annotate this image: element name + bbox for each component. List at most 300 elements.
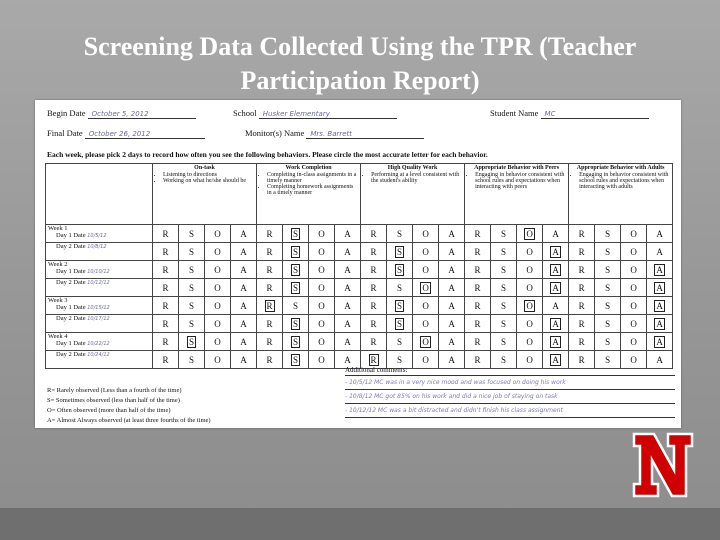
rating-letter: A (240, 318, 247, 329)
day-date-value: 10/8/12 (87, 244, 107, 250)
rating-option[interactable] (621, 297, 647, 315)
slide-title: Screening Data Collected Using the TPR (Teacher Participation Report) (83, 32, 637, 95)
day-label-cell (46, 261, 153, 279)
final-date-field (47, 128, 205, 139)
rating-option[interactable] (543, 333, 569, 351)
day-row (46, 315, 673, 333)
rating-option[interactable] (647, 297, 673, 315)
behavior-title: Work Completion (285, 165, 332, 171)
behavior-title: Appropriate Behavior with Adults (576, 165, 665, 171)
rating-letter: O (630, 282, 637, 293)
rating-option[interactable] (361, 243, 387, 261)
rating-option[interactable] (283, 351, 309, 369)
rating-letter: R (370, 246, 377, 257)
rating-option[interactable] (179, 279, 205, 297)
rating-option[interactable] (439, 225, 465, 243)
day-date-value: 10/22/12 (87, 341, 110, 347)
rating-letter: A (448, 264, 455, 275)
rating-option[interactable] (179, 351, 205, 369)
behavior-bullets (155, 172, 254, 184)
rating-letter: S (397, 264, 403, 275)
rating-letter: S (293, 264, 299, 275)
week-label: Week 3 (48, 297, 68, 304)
rating-option[interactable] (595, 279, 621, 297)
rating-letter: R (162, 336, 169, 347)
rating-option[interactable] (595, 225, 621, 243)
begin-date-field (47, 108, 196, 119)
rating-option[interactable] (283, 243, 309, 261)
rating-option[interactable] (569, 279, 595, 297)
day-row (46, 261, 673, 279)
day-date (48, 351, 150, 359)
rating-option[interactable] (257, 279, 283, 297)
corner-cell (46, 164, 153, 225)
rating-letter: S (501, 246, 507, 257)
rating-option[interactable] (413, 315, 439, 333)
rating-letter: O (422, 282, 429, 293)
rating-option[interactable] (205, 261, 231, 279)
day-date (48, 304, 150, 312)
rating-letter: A (344, 354, 351, 365)
rating-option[interactable] (153, 315, 179, 333)
rating-option[interactable] (647, 261, 673, 279)
rating-option[interactable] (361, 315, 387, 333)
rating-letter: O (526, 228, 533, 239)
behavior-header (465, 164, 569, 225)
rating-letter: A (448, 354, 455, 365)
rating-letter: A (344, 264, 351, 275)
rating-letter: O (630, 354, 637, 365)
rating-option[interactable] (413, 333, 439, 351)
rating-option[interactable] (465, 333, 491, 351)
rating-option[interactable] (517, 279, 543, 297)
rating-option[interactable] (257, 315, 283, 333)
rating-letter: S (501, 336, 507, 347)
rating-option[interactable] (153, 297, 179, 315)
rating-letter: O (318, 300, 325, 311)
rating-letter: R (266, 336, 273, 347)
rating-option[interactable] (569, 225, 595, 243)
day-label-cell (46, 315, 153, 333)
rating-option[interactable] (361, 261, 387, 279)
rating-option[interactable] (491, 279, 517, 297)
rating-option[interactable] (517, 261, 543, 279)
week-label: Week 2 (48, 261, 68, 268)
rating-letter: O (318, 282, 325, 293)
rating-option[interactable] (621, 243, 647, 261)
rating-option[interactable] (621, 261, 647, 279)
rating-option[interactable] (205, 243, 231, 261)
rating-letter: A (344, 300, 351, 311)
rating-letter: O (422, 264, 429, 275)
rating-letter: O (318, 264, 325, 275)
day-date (48, 315, 150, 323)
rating-letter: R (266, 300, 273, 311)
rating-option[interactable] (153, 333, 179, 351)
rating-option[interactable] (179, 297, 205, 315)
rating-letter: A (656, 228, 663, 239)
rating-letter: R (578, 354, 585, 365)
rating-letter: R (370, 336, 377, 347)
day-label-cell (46, 279, 153, 297)
rating-letter: A (344, 228, 351, 239)
rating-option[interactable] (361, 297, 387, 315)
rating-option[interactable] (231, 261, 257, 279)
rating-letter: S (397, 318, 403, 329)
rating-option[interactable] (647, 315, 673, 333)
rating-letter: A (656, 246, 663, 257)
rating-letter: O (630, 318, 637, 329)
rating-option[interactable] (153, 261, 179, 279)
rating-letter: R (370, 300, 377, 311)
rating-option[interactable] (387, 315, 413, 333)
rating-option[interactable] (595, 261, 621, 279)
rating-letter: S (501, 228, 507, 239)
rating-option[interactable] (257, 297, 283, 315)
rating-letter: A (344, 318, 351, 329)
day-date-value: 10/24/12 (87, 352, 110, 358)
rating-option[interactable] (257, 351, 283, 369)
rating-option[interactable] (283, 279, 309, 297)
rating-option[interactable] (231, 333, 257, 351)
behavior-title: On-task (194, 165, 215, 171)
rating-option[interactable] (257, 243, 283, 261)
rating-letter: R (370, 354, 377, 365)
rating-option[interactable] (621, 333, 647, 351)
day-date (48, 268, 150, 276)
rating-letter: A (448, 246, 455, 257)
rating-letter: S (501, 282, 507, 293)
rating-letter: A (448, 228, 455, 239)
rating-option[interactable] (283, 333, 309, 351)
rating-option[interactable] (309, 225, 335, 243)
rating-letter: S (397, 282, 403, 293)
rating-option[interactable] (283, 315, 309, 333)
rating-letter: S (605, 228, 611, 239)
rating-option[interactable] (335, 243, 361, 261)
rating-option[interactable] (647, 279, 673, 297)
rating-letter: S (501, 300, 507, 311)
rating-letter: R (266, 318, 273, 329)
rating-option[interactable] (569, 315, 595, 333)
rating-option[interactable] (231, 279, 257, 297)
day-date-value: 10/12/12 (87, 280, 110, 286)
rating-option[interactable] (205, 279, 231, 297)
rating-letter: R (370, 264, 377, 275)
rating-option[interactable] (465, 315, 491, 333)
university-n-logo (632, 432, 694, 498)
rating-option[interactable] (595, 315, 621, 333)
rating-option[interactable] (517, 225, 543, 243)
rating-option[interactable] (595, 297, 621, 315)
rating-letter: R (266, 264, 273, 275)
rating-letter: O (630, 336, 637, 347)
school-label: School (233, 108, 257, 118)
behavior-bullets (571, 172, 670, 190)
rating-letter: O (318, 228, 325, 239)
rating-letter: R (578, 246, 585, 257)
rating-option[interactable] (335, 297, 361, 315)
rating-letter: R (474, 354, 481, 365)
rating-letter: R (578, 336, 585, 347)
rating-option[interactable] (231, 243, 257, 261)
rating-option[interactable] (621, 279, 647, 297)
rating-option[interactable] (465, 261, 491, 279)
rating-letter: O (526, 336, 533, 347)
rating-option[interactable] (491, 315, 517, 333)
rating-letter: S (293, 318, 299, 329)
rating-letter: S (293, 246, 299, 257)
footer-bar (0, 508, 720, 540)
rating-option[interactable] (465, 279, 491, 297)
rating-option[interactable] (309, 243, 335, 261)
rating-option[interactable] (179, 315, 205, 333)
rating-letter: R (578, 228, 585, 239)
rating-option[interactable] (413, 261, 439, 279)
rating-letter: A (552, 246, 559, 257)
rating-letter: A (552, 300, 559, 311)
rating-letter: S (501, 354, 507, 365)
rating-option[interactable] (491, 297, 517, 315)
rating-letter: R (162, 246, 169, 257)
rating-option[interactable] (387, 261, 413, 279)
rating-option[interactable] (387, 243, 413, 261)
rating-option[interactable] (283, 261, 309, 279)
rating-option[interactable] (491, 261, 517, 279)
rating-option[interactable] (491, 333, 517, 351)
rating-option[interactable] (205, 297, 231, 315)
rating-option[interactable] (387, 225, 413, 243)
rating-option[interactable] (309, 315, 335, 333)
comments-section (345, 366, 675, 418)
rating-letter: S (188, 300, 194, 311)
rating-option[interactable] (231, 297, 257, 315)
rating-letter: S (293, 228, 299, 239)
rating-letter: R (162, 264, 169, 275)
rating-option[interactable] (439, 297, 465, 315)
rating-option[interactable] (231, 351, 257, 369)
rating-option[interactable] (205, 351, 231, 369)
rating-letter: O (526, 318, 533, 329)
rating-letter: A (448, 300, 455, 311)
rating-option[interactable] (309, 351, 335, 369)
rating-option[interactable] (517, 315, 543, 333)
rating-letter: O (214, 246, 221, 257)
rating-option[interactable] (413, 279, 439, 297)
rating-option[interactable] (387, 279, 413, 297)
rating-option[interactable] (439, 333, 465, 351)
rating-letter: S (501, 318, 507, 329)
rating-option[interactable] (309, 297, 335, 315)
rating-letter: A (240, 228, 247, 239)
rating-option[interactable] (361, 333, 387, 351)
rating-option[interactable] (283, 297, 309, 315)
rating-letter: O (214, 336, 221, 347)
rating-option[interactable] (361, 279, 387, 297)
rating-letter: R (578, 264, 585, 275)
behavior-bullet: • Completing in-class assignments in a timely manner (267, 172, 358, 184)
day-row (46, 333, 673, 351)
rating-letter: O (526, 300, 533, 311)
rating-option[interactable] (257, 333, 283, 351)
legend-item: O= Often observed (more than half of the time) (47, 407, 171, 414)
monitor-label: Monitor(s) Name (245, 128, 305, 138)
rating-option[interactable] (543, 225, 569, 243)
rating-letter: O (422, 246, 429, 257)
rating-letter: O (630, 300, 637, 311)
rating-letter: O (214, 300, 221, 311)
rating-letter: A (344, 336, 351, 347)
behavior-bullets (259, 172, 358, 196)
rating-option[interactable] (439, 261, 465, 279)
rating-option[interactable] (621, 315, 647, 333)
tpr-form (35, 100, 681, 428)
rating-option[interactable] (179, 225, 205, 243)
rating-option[interactable] (153, 225, 179, 243)
rating-letter: O (422, 318, 429, 329)
day-label-cell (46, 297, 153, 315)
rating-letter: S (605, 318, 611, 329)
rating-option[interactable] (543, 315, 569, 333)
rating-letter: A (656, 282, 663, 293)
behavior-title: Appropriate Behavior with Peers (474, 165, 560, 171)
rating-option[interactable] (153, 279, 179, 297)
rating-letter: R (578, 300, 585, 311)
rating-letter: A (448, 336, 455, 347)
rating-letter: O (422, 336, 429, 347)
rating-option[interactable] (205, 225, 231, 243)
rating-option[interactable] (517, 333, 543, 351)
rating-option[interactable] (647, 333, 673, 351)
monitor-value: Mrs. Barrett (306, 130, 424, 139)
day-label-cell (46, 243, 153, 261)
day-row (46, 279, 673, 297)
legend-item: S= Sometimes observed (less than half of the time) (47, 397, 180, 404)
rating-option[interactable] (205, 333, 231, 351)
rating-option[interactable] (543, 243, 569, 261)
rating-option[interactable] (361, 225, 387, 243)
behavior-bullet: • Listening to directions (163, 172, 254, 178)
rating-option[interactable] (543, 261, 569, 279)
rating-letter: O (318, 354, 325, 365)
rating-option[interactable] (335, 225, 361, 243)
rating-option[interactable] (491, 243, 517, 261)
behavior-title: High Quality Work (387, 165, 438, 171)
rating-option[interactable] (179, 261, 205, 279)
rating-letter: A (240, 282, 247, 293)
rating-letter: R (266, 246, 273, 257)
rating-option[interactable] (335, 315, 361, 333)
n-logo-shape (634, 434, 692, 496)
rating-option[interactable] (465, 297, 491, 315)
rating-option[interactable] (647, 243, 673, 261)
rating-letter: A (240, 300, 247, 311)
rating-option[interactable] (439, 279, 465, 297)
rating-option[interactable] (283, 225, 309, 243)
rating-option[interactable] (465, 225, 491, 243)
rating-option[interactable] (257, 225, 283, 243)
rating-option[interactable] (595, 243, 621, 261)
rating-option[interactable] (413, 243, 439, 261)
day-date-value: 10/15/12 (87, 305, 110, 311)
rating-letter: A (448, 318, 455, 329)
rating-option[interactable] (179, 333, 205, 351)
rating-option[interactable] (569, 297, 595, 315)
rating-letter: S (188, 336, 194, 347)
rating-letter: R (578, 318, 585, 329)
rating-letter: R (370, 282, 377, 293)
rating-letter: A (656, 318, 663, 329)
rating-letter: O (630, 264, 637, 275)
rating-option[interactable] (517, 243, 543, 261)
rating-option[interactable] (491, 225, 517, 243)
rating-option[interactable] (153, 243, 179, 261)
rating-letter: O (422, 228, 429, 239)
rating-option[interactable] (205, 315, 231, 333)
rating-letter: O (630, 246, 637, 257)
rating-letter: S (293, 354, 299, 365)
rating-option[interactable] (309, 261, 335, 279)
rating-option[interactable] (647, 225, 673, 243)
rating-letter: O (214, 318, 221, 329)
rating-option[interactable] (439, 315, 465, 333)
rating-option[interactable] (569, 261, 595, 279)
rating-letter: S (188, 228, 194, 239)
day-date-value: 10/5/12 (87, 233, 107, 239)
school-value: Husker Elementary (259, 110, 397, 119)
rating-letter: O (422, 354, 429, 365)
rating-letter: O (318, 336, 325, 347)
rating-letter: O (630, 228, 637, 239)
rating-option[interactable] (465, 243, 491, 261)
final-date-value: October 26, 2012 (85, 130, 205, 139)
rating-option[interactable] (309, 333, 335, 351)
rating-letter: S (605, 354, 611, 365)
school-field (233, 108, 397, 119)
rating-option[interactable] (179, 243, 205, 261)
behavior-bullet: • Engaging in behavior consistent with school rules and expectations when interacting with adults (579, 172, 670, 190)
rating-letter: O (214, 282, 221, 293)
rating-option[interactable] (543, 297, 569, 315)
rating-option[interactable] (335, 261, 361, 279)
rating-option[interactable] (543, 279, 569, 297)
rating-option[interactable] (439, 243, 465, 261)
rating-option[interactable] (413, 225, 439, 243)
rating-option[interactable] (257, 261, 283, 279)
rating-option[interactable] (387, 333, 413, 351)
rating-option[interactable] (231, 225, 257, 243)
behavior-bullets (467, 172, 566, 190)
comment-line: - 10/5/12 MC was in a very nice mood and was focused on doing his work (345, 376, 675, 390)
rating-option[interactable] (335, 333, 361, 351)
rating-option[interactable] (569, 333, 595, 351)
rating-option[interactable] (595, 333, 621, 351)
rating-option[interactable] (153, 351, 179, 369)
rating-letter: A (240, 354, 247, 365)
rating-option[interactable] (517, 297, 543, 315)
rating-option[interactable] (335, 279, 361, 297)
rating-letter: S (397, 336, 403, 347)
day-row (46, 225, 673, 243)
rating-letter: R (474, 264, 481, 275)
rating-option[interactable] (231, 315, 257, 333)
rating-option[interactable] (309, 279, 335, 297)
rating-option[interactable] (413, 297, 439, 315)
rating-letter: R (578, 282, 585, 293)
rating-option[interactable] (387, 297, 413, 315)
rating-option[interactable] (569, 243, 595, 261)
rating-option[interactable] (621, 225, 647, 243)
